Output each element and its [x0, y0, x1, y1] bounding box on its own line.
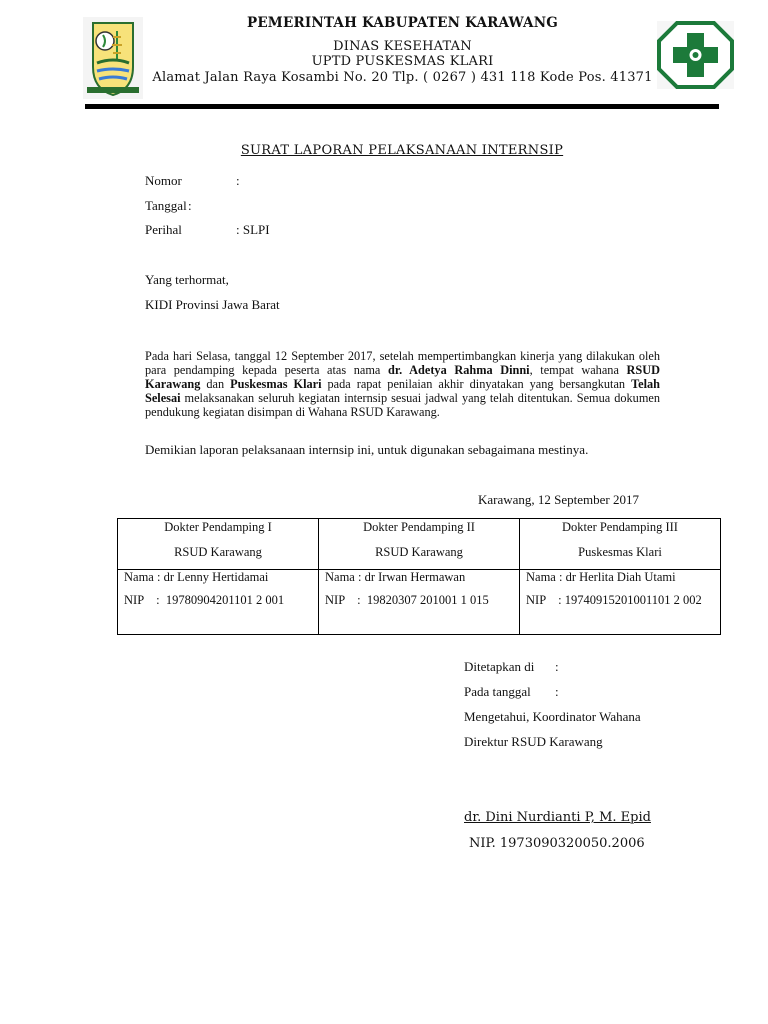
supervisor-place: Puskesmas Klari	[578, 545, 662, 559]
wahana-puskesmas: Puskesmas Klari	[230, 377, 322, 391]
supervisor-header	[520, 519, 721, 570]
supervisor-name: Nama : dr Lenny Hertidamai	[124, 570, 269, 584]
participant-name: dr. Adetya Rahma Dinni	[387, 363, 530, 377]
puskesmas-cross-icon	[657, 21, 734, 89]
director-title: Direktur RSUD Karawang	[464, 734, 603, 749]
tanggal-value: :	[188, 198, 192, 213]
ditetapkan-colon: :	[555, 659, 559, 674]
letterhead-agency: DINAS KESEHATAN	[333, 39, 472, 54]
supervisor-details	[118, 570, 319, 635]
supervisor-title: Dokter Pendamping III	[562, 520, 678, 534]
body-text: pada rapat penilaian akhir dinyatakan yang bersangkutan	[321, 377, 632, 391]
supervisor-header	[118, 519, 319, 570]
letterhead-government: PEMERINTAH KABUPATEN KARAWANG	[246, 15, 559, 31]
supervisor-nip: NIP : 19740915201001101 2 002	[526, 593, 702, 607]
letterhead-address: Alamat Jalan Raya Kosambi No. 20 Tlp. ( 0267 ) 431 118 Kode Pos. 41371	[152, 70, 653, 85]
wahana-rsud: RSUD Karawang	[145, 363, 660, 391]
letterhead-rule	[85, 104, 719, 109]
supervisors-table	[117, 518, 721, 635]
body-text: Pada hari Selasa, tanggal 12 September 2017, setelah mempertimbangkan kinerja yang dilakukan oleh para pendamping kepada peserta atas nama	[145, 349, 660, 377]
supervisor-name: Nama : dr Herlita Diah Utami	[526, 570, 676, 584]
salutation: Yang terhormat,	[145, 272, 229, 287]
supervisor-place: RSUD Karawang	[375, 545, 463, 559]
supervisor-place: RSUD Karawang	[174, 545, 262, 559]
letterhead-unit: UPTD PUSKESMAS KLARI	[311, 54, 494, 69]
tanggal-label: Tanggal	[145, 198, 187, 213]
supervisor-header	[319, 519, 520, 570]
signer-nip: NIP. 1973090320050.2006	[469, 836, 645, 851]
closing-sentence: Demikian laporan pelaksanaan internsip ini, untuk digunakan sebagaimana mestinya.	[145, 442, 589, 457]
recipient: KIDI Provinsi Jawa Barat	[145, 297, 280, 312]
supervisor-title: Dokter Pendamping I	[164, 520, 272, 534]
supervisor-name: Nama : dr Irwan Hermawan	[325, 570, 466, 584]
nomor-value: :	[236, 173, 240, 188]
nomor-label: Nomor	[145, 173, 182, 188]
body-text: dan	[200, 377, 231, 391]
status-completed: Telah Selesai	[145, 377, 660, 405]
signer-name: dr. Dini Nurdianti P, M. Epid	[464, 810, 651, 825]
mengetahui-line: Mengetahui, Koordinator Wahana	[464, 709, 641, 724]
pada-tanggal-label: Pada tanggal	[464, 684, 531, 699]
supervisor-details	[319, 570, 520, 635]
body-text: melaksanakan seluruh kegiatan internsip sesuai jadwal yang telah ditentukan. Semua dokumen pendukung kegiatan disimpan di Wahana RSUD Karawang.	[145, 391, 660, 419]
perihal-label: Perihal	[145, 222, 182, 237]
supervisor-details	[520, 570, 721, 635]
supervisor-nip: NIP : 19820307 201001 1 015	[325, 593, 489, 607]
body-text: , tempat wahana	[529, 363, 627, 377]
place-date: Karawang, 12 September 2017	[478, 492, 640, 507]
perihal-value: : SLPI	[236, 222, 270, 237]
letter-title: SURAT LAPORAN PELAKSANAAN INTERNSIP	[240, 143, 564, 158]
pada-tanggal-colon: :	[555, 684, 559, 699]
ditetapkan-label: Ditetapkan di	[464, 659, 535, 674]
karawang-emblem-icon	[83, 17, 143, 99]
supervisor-title: Dokter Pendamping II	[363, 520, 475, 534]
body-paragraph	[145, 349, 660, 419]
supervisor-nip: NIP : 19780904201101 2 001	[124, 593, 285, 607]
